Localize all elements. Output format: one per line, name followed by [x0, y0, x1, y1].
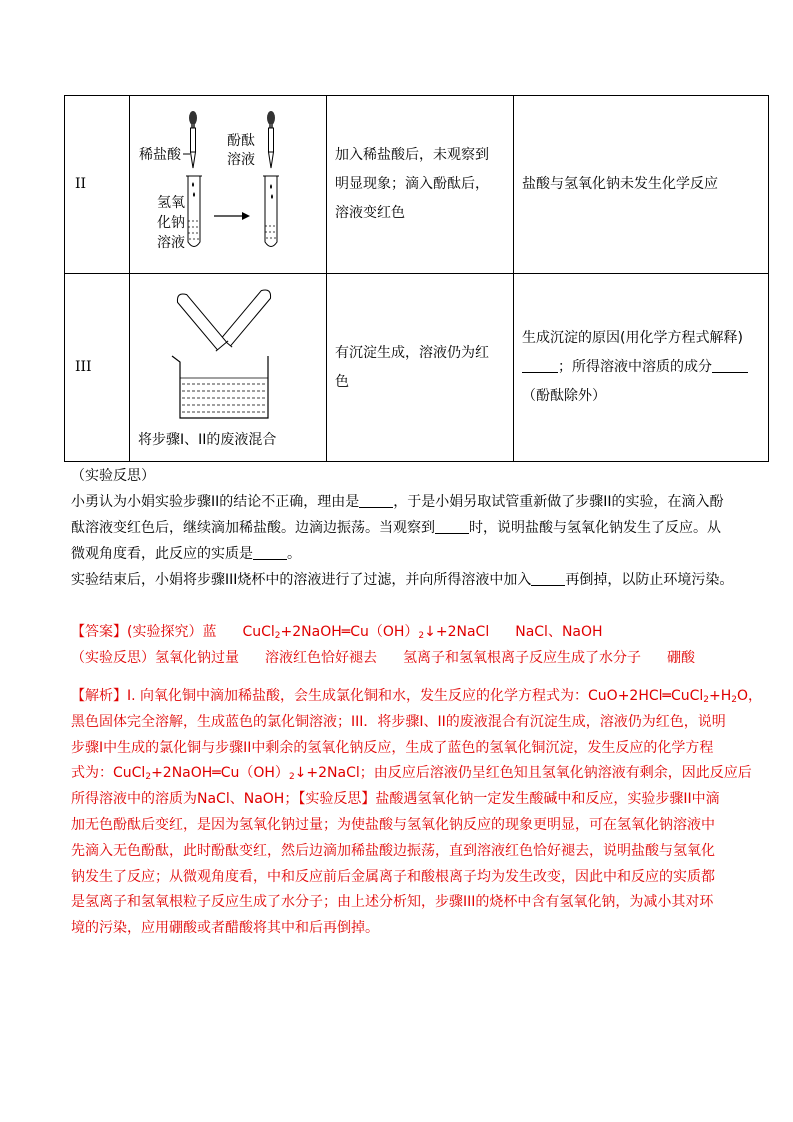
figure-label: 溶液 [157, 235, 185, 251]
reflection-text: 再倒掉，以防止环境污染。 [565, 572, 734, 588]
apparatus-figure-cell [130, 96, 327, 274]
table-row [65, 96, 769, 274]
dropper-bulb-icon [189, 111, 197, 125]
answer-label: 【答案】 [71, 624, 127, 640]
conclusion-cell [514, 96, 769, 274]
answer-blank [712, 358, 748, 373]
phenomenon-line: 加入稀盐酸后，未观察到 [335, 147, 489, 163]
step-cell: III [65, 274, 130, 462]
reflection-text: 酞溶液变红色后，继续滴加稀盐酸。边滴边振荡。当观察到 [71, 520, 435, 536]
analysis-line: 是氢离子和氢氧根粒子反应生成了水分子；由上述分析知，步骤III的烧杯中含有氢氧化钠，为减小其对环 [71, 894, 714, 911]
figure-label: 化钠 [157, 215, 185, 231]
reflection-heading: （实验反思） [71, 468, 155, 484]
apparatus-figure-cell [130, 274, 327, 462]
answer-solutes: NaCl、NaOH [515, 624, 603, 640]
test-tube-icon [173, 290, 228, 351]
answer-part2: （实验反思）氢氧化钠过量 [71, 650, 239, 666]
answer-part2: 硼酸 [667, 650, 695, 666]
conclusion-line: ；所得溶液中溶质的成分 [558, 359, 712, 375]
arrow-right-icon [242, 212, 250, 220]
analysis-line: 步骤I中生成的氯化铜与步骤II中剩余的氢氧化钠反应，生成了蓝色的氢氧化铜沉淀，发生反应的化学方程 [71, 739, 714, 756]
apparatus-figure-step2 [130, 96, 326, 273]
analysis-line: 钠发生了反应；从微观角度看，中和反应前后金属离子和酸根离子均为发生改变，因此中和反应的实质都 [71, 868, 715, 885]
analysis-line: 所得溶液中的溶质为NaCl、NaOH；【实验反思】盐酸遇氢氧化钠一定发生酸碱中和反应，实验步骤II中滴 [71, 791, 720, 808]
beaker-icon [172, 356, 268, 418]
phenomenon-cell [327, 96, 514, 274]
apparatus-figure-step3 [130, 274, 326, 461]
answer-part1: (实验探究）蓝 [127, 624, 217, 640]
answer-blank [522, 358, 558, 373]
reflection-text: 小勇认为小娟实验步骤II的结论不正确，理由是 [71, 494, 360, 510]
reflection-section [71, 463, 734, 593]
analysis-line: 先滴入无色酚酞，此时酚酞变红，然后边滴加稀盐酸边振荡，直到溶液红色恰好褪去，说明盐酸与氢氧化 [71, 842, 715, 859]
analysis-line: I. 向氧化铜中滴加稀盐酸，会生成氯化铜和水，发生反应的化学方程式为：CuO+2HCl═CuCl [127, 688, 704, 704]
reflection-text: ，于是小娟另取试管重新做了步骤II的实验，在滴入酚 [393, 494, 724, 510]
test-tube-icon [188, 176, 200, 247]
conclusion-cell [514, 274, 769, 462]
step-cell: II [65, 96, 130, 274]
analysis-section: 【解析】I. 向氧化铜中滴加稀盐酸，会生成氯化铜和水，发生反应的化学方程式为：$CuO+2HCl═CuCl_2+H_2O$， 黑色固体完全溶解，生成蓝色的氯化铜溶液；III．将步骤I、II的废液混合有沉淀生成，溶液仍为红色，说明 步骤I中生成的氯化铜与步骤II中剩余的氢氧化钠反应，生成了蓝色的氢氧化铜沉淀，发生反应的化学方程 式为：$CuCl_2+2NaOH═Cu(OH)_2↓+2NaCl$；由反应后溶液仍呈红色知且氢氧化钠溶液有剩余，因此反应后 所得溶液中的溶质为NaCl、NaOH；【实验反思】盐酸遇氢氧化钠一定发生酸碱中和反应，实验步骤II中滴 加无色酚酞后变红，是因为氢氧化钠过量；为使盐酸与氢氧化钠反应的现象更明显，可在氢氧化钠溶液中 先滴入无色酚酞，此时酚酞变红，然后边滴加稀盐酸边振荡，直到溶液红色恰好褪去，说明盐酸与氢氧化 钠发生了反应；从微观角度看，中和反应前后金属离子和酸根离子均为发生改变，因此中和反应的实质都 是氢离子和氢氧根粒子反应生成了水分子；由上述分析知，步骤III的烧杯中含有氢氧化钠，为减小其对环 境的污染，应用硼酸或者醋酸将其中和后再倒掉。 [71, 684, 731, 942]
analysis-line: 加无色酚酞后变红，是因为氢氧化钠过量；为使盐酸与氢氧化钠反应的现象更明显，可在氢氧化钠溶液中 [71, 816, 715, 833]
reflection-text: 。 [287, 546, 301, 562]
phenomenon-line: 色 [335, 373, 349, 390]
figure-caption: 将步骤I、II的废液混合 [138, 432, 277, 448]
phenomenon-line: 有沉淀生成，溶液仍为红 [335, 344, 489, 361]
figure-label: 氢氧 [157, 195, 185, 211]
answer-blank [531, 571, 565, 586]
dropper-bulb-icon [267, 111, 275, 125]
reflection-text: 时，说明盐酸与氢氧化钠发生了反应。从 [469, 520, 721, 536]
phenomenon-line: 溶液变红色 [335, 205, 405, 221]
test-tube-icon [220, 286, 275, 347]
reflection-text: 实验结束后，小娟将步骤III烧杯中的溶液进行了过滤，并向所得溶液中加入 [71, 572, 532, 588]
conclusion-line: 生成沉淀的原因(用化学方程式解释) [522, 330, 743, 346]
reflection-text: 微观角度看，此反应的实质是 [71, 546, 253, 562]
analysis-line: 境的污染，应用硼酸或者醋酸将其中和后再倒掉。 [71, 920, 379, 937]
answer-part2: 溶液红色恰好褪去 [265, 650, 377, 666]
answer-blank [435, 519, 469, 534]
phenomenon-cell [327, 274, 514, 462]
analysis-label: 【解析】 [71, 688, 127, 704]
analysis-line: 式为：CuCl [71, 765, 146, 782]
answer-section [71, 619, 731, 671]
table-row [65, 274, 769, 462]
experiment-table [64, 95, 769, 462]
figure-label: 溶液 [227, 152, 255, 168]
figure-label: 稀盐酸 [139, 147, 181, 163]
figure-label: 酚酞 [227, 133, 255, 149]
answer-equation: $CuCl_2+2NaOH═Cu(OH)_2↓+2NaCl$ [242, 624, 490, 641]
phenomenon-line: 明显现象；滴入酚酞后， [335, 176, 489, 192]
answer-blank [359, 493, 393, 508]
answer-part2: 氢离子和氢氧根离子反应生成了水分子 [403, 650, 641, 666]
conclusion-line: （酚酞除外） [522, 388, 606, 404]
analysis-line: 黑色固体完全溶解，生成蓝色的氯化铜溶液；III．将步骤I、II的废液混合有沉淀生成，溶液仍为红色，说明 [71, 713, 726, 730]
answer-blank [253, 545, 287, 560]
conclusion-line: 盐酸与氢氧化钠未发生化学反应 [522, 176, 718, 192]
